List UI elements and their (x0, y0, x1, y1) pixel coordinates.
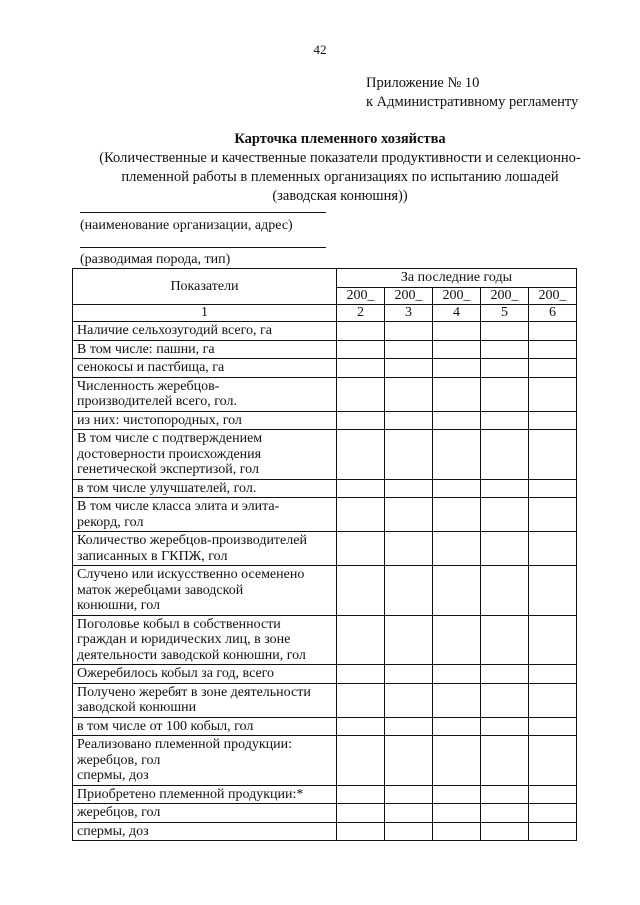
value-cell (385, 785, 433, 804)
value-cell (481, 532, 529, 566)
row-label-line: Приобретено племенной продукции:* (77, 786, 304, 802)
organization-field-caption: (наименование организации, адрес) (80, 218, 293, 233)
value-cell (529, 411, 577, 430)
value-cell (529, 340, 577, 359)
row-label (73, 683, 337, 717)
value-cell (337, 340, 385, 359)
table-row (73, 785, 577, 804)
row-label-line: В том числе класса элита и элита- (77, 499, 280, 514)
subtitle-line: (Количественные и качественные показатели продуктивности и селекционно- (99, 150, 581, 166)
value-cell (433, 430, 481, 480)
value-cell (337, 498, 385, 532)
row-label-line: Реализовано племенной продукции: (77, 737, 293, 752)
value-cell (385, 804, 433, 823)
table-row (73, 377, 577, 411)
value-cell (529, 615, 577, 665)
value-cell (385, 665, 433, 684)
value-cell (481, 785, 529, 804)
value-cell (337, 430, 385, 480)
organization-blank-line (80, 212, 326, 213)
row-label-line: генетической экспертизой, гол (77, 462, 259, 477)
subtitle-line: племенной работы в племенных организациях по испытанию лошадей (121, 169, 559, 185)
value-cell (433, 532, 481, 566)
row-label-line: В том числе: пашни, га (77, 341, 215, 357)
value-cell (385, 340, 433, 359)
value-cell (481, 804, 529, 823)
row-label (73, 804, 337, 823)
value-cell (529, 498, 577, 532)
row-label (73, 736, 337, 786)
value-cell (433, 479, 481, 498)
row-label-line: Численность жеребцов- (77, 378, 220, 394)
appendix-line: к Административному регламенту (366, 94, 579, 110)
row-label-line: Получено жеребят в зоне деятельности (77, 684, 311, 700)
value-cell (481, 377, 529, 411)
value-cell (433, 717, 481, 736)
row-label-line: В том числе с подтверждением (77, 431, 263, 446)
value-cell (385, 683, 433, 717)
value-cell (481, 615, 529, 665)
value-cell (337, 615, 385, 665)
value-cell (433, 322, 481, 341)
row-label (73, 322, 337, 341)
value-cell (385, 377, 433, 411)
value-cell (481, 340, 529, 359)
table-row (73, 479, 577, 498)
header-year: 200_ (385, 288, 433, 305)
column-number: 3 (385, 305, 433, 322)
column-number: 4 (433, 305, 481, 322)
row-label (73, 430, 337, 480)
appendix-reference (366, 74, 578, 112)
value-cell (529, 665, 577, 684)
column-number: 2 (337, 305, 385, 322)
table-row (73, 804, 577, 823)
table-row (73, 717, 577, 736)
value-cell (529, 430, 577, 480)
title-block (40, 130, 640, 206)
row-label-line: достоверности происхождения (77, 446, 262, 462)
header-indicators: Показатели (73, 269, 337, 305)
value-cell (529, 717, 577, 736)
value-cell (481, 411, 529, 430)
value-cell (433, 377, 481, 411)
value-cell (529, 736, 577, 786)
value-cell (481, 566, 529, 616)
value-cell (385, 532, 433, 566)
value-cell (337, 359, 385, 378)
row-label-line: в том числе от 100 кобыл, гол (77, 718, 254, 734)
table-row (73, 340, 577, 359)
value-cell (481, 430, 529, 480)
value-cell (385, 479, 433, 498)
value-cell (529, 804, 577, 823)
value-cell (481, 683, 529, 717)
table-row (73, 411, 577, 430)
row-label-line: Ожеребилось кобыл за год, всего (77, 666, 275, 681)
header-year: 200_ (433, 288, 481, 305)
header-years-group: За последние годы (337, 269, 577, 288)
value-cell (385, 322, 433, 341)
value-cell (337, 377, 385, 411)
row-label (73, 359, 337, 378)
value-cell (481, 717, 529, 736)
value-cell (433, 736, 481, 786)
row-label (73, 822, 337, 841)
value-cell (481, 498, 529, 532)
value-cell (337, 822, 385, 841)
row-label-line: деятельности заводской конюшни, гол (77, 647, 306, 663)
value-cell (481, 479, 529, 498)
row-label (73, 340, 337, 359)
value-cell (337, 532, 385, 566)
row-label (73, 532, 337, 566)
table-row (73, 683, 577, 717)
table-row (73, 430, 577, 480)
row-label-line: граждан и юридических лиц, в зоне (77, 632, 291, 647)
value-cell (337, 683, 385, 717)
value-cell (337, 736, 385, 786)
row-label-line: записанных в ГКПЖ, гол (77, 548, 228, 564)
row-label-line: Наличие сельхозугодий всего, га (77, 323, 272, 338)
row-label (73, 479, 337, 498)
value-cell (529, 822, 577, 841)
row-label-line: спермы, доз (77, 823, 149, 839)
value-cell (337, 322, 385, 341)
value-cell (481, 665, 529, 684)
row-label-line: Поголовье кобыл в собственности (77, 616, 281, 632)
value-cell (385, 736, 433, 786)
value-cell (433, 804, 481, 823)
value-cell (481, 359, 529, 378)
table-row (73, 566, 577, 616)
row-label-line: рекорд, гол (77, 514, 144, 530)
value-cell (385, 615, 433, 665)
breed-field-caption: (разводимая порода, тип) (80, 252, 231, 267)
appendix-line: Приложение № 10 (366, 75, 480, 91)
table-row (73, 665, 577, 684)
value-cell (337, 717, 385, 736)
row-label (73, 377, 337, 411)
value-cell (481, 736, 529, 786)
row-label-line: жеребцов, гол (77, 805, 161, 820)
row-label-line: Количество жеребцов-производителей (77, 533, 307, 548)
value-cell (385, 822, 433, 841)
value-cell (385, 359, 433, 378)
column-number: 1 (73, 305, 337, 322)
row-label (73, 566, 337, 616)
row-label-line: Случено или искусственно осеменено (77, 567, 305, 582)
table-row (73, 322, 577, 341)
value-cell (385, 566, 433, 616)
value-cell (481, 822, 529, 841)
value-cell (433, 665, 481, 684)
value-cell (385, 411, 433, 430)
page-number: 42 (313, 42, 327, 57)
row-label-line: производителей всего, гол. (77, 394, 237, 409)
value-cell (481, 322, 529, 341)
row-label-line: в том числе улучшателей, гол. (77, 480, 257, 496)
value-cell (433, 498, 481, 532)
value-cell (385, 498, 433, 532)
row-label-line: сенокосы и пастбища, га (77, 360, 225, 375)
indicators-table (72, 268, 577, 841)
table-row (73, 615, 577, 665)
table-row (73, 498, 577, 532)
row-label (73, 665, 337, 684)
value-cell (529, 359, 577, 378)
row-label-line: из них: чистопородных, гол (77, 412, 242, 428)
column-number: 6 (529, 305, 577, 322)
table-row (73, 359, 577, 378)
row-label-line: жеребцов, гол (77, 752, 161, 768)
row-label (73, 498, 337, 532)
value-cell (433, 411, 481, 430)
header-year: 200_ (529, 288, 577, 305)
value-cell (433, 340, 481, 359)
value-cell (529, 532, 577, 566)
value-cell (385, 717, 433, 736)
table-row (73, 532, 577, 566)
breed-blank-line (80, 247, 326, 248)
row-label-line: заводской конюшни (77, 700, 197, 715)
row-label-line: спермы, доз (77, 768, 149, 783)
value-cell (337, 665, 385, 684)
value-cell (529, 566, 577, 616)
card-title: Карточка племенного хозяйства (234, 131, 446, 147)
value-cell (337, 411, 385, 430)
row-label-line: маток жеребцами заводской (77, 582, 244, 598)
value-cell (529, 377, 577, 411)
value-cell (529, 785, 577, 804)
table-row (73, 822, 577, 841)
row-label (73, 785, 337, 804)
value-cell (529, 322, 577, 341)
value-cell (337, 804, 385, 823)
value-cell (385, 430, 433, 480)
value-cell (529, 683, 577, 717)
row-label-line: конюшни, гол (77, 598, 161, 613)
value-cell (337, 785, 385, 804)
column-number: 5 (481, 305, 529, 322)
table-row (73, 736, 577, 786)
value-cell (337, 479, 385, 498)
row-label (73, 615, 337, 665)
value-cell (433, 683, 481, 717)
value-cell (529, 479, 577, 498)
value-cell (433, 785, 481, 804)
row-label (73, 717, 337, 736)
value-cell (433, 566, 481, 616)
value-cell (433, 359, 481, 378)
header-year: 200_ (337, 288, 385, 305)
value-cell (337, 566, 385, 616)
row-label (73, 411, 337, 430)
header-year: 200_ (481, 288, 529, 305)
value-cell (433, 822, 481, 841)
value-cell (433, 615, 481, 665)
subtitle-line: (заводская конюшня)) (272, 188, 408, 204)
